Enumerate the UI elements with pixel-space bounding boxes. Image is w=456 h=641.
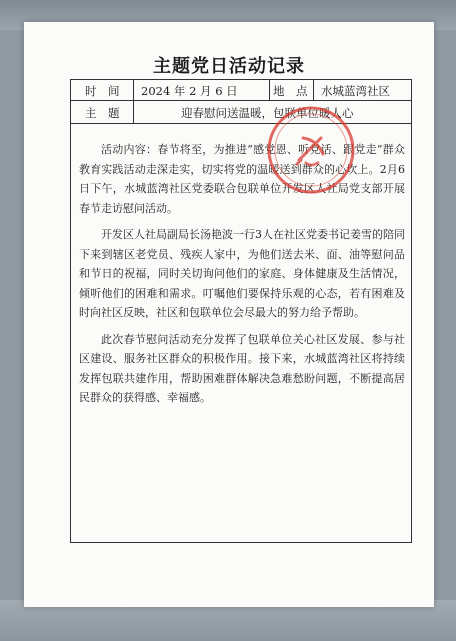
column-divider	[313, 80, 314, 100]
place-label: 地 点	[273, 84, 308, 98]
content-paragraph: 活动内容：春节将至，为推进“感党恩、听党话、跟党走”群众教育实践活动走深走实，切实将党的温暖送到群众的心坎上。2月6日下午，水城蓝湾社区党委联合包联单位开发区人社局党支部开展春节走访慰问活动。	[79, 143, 405, 215]
record-table	[70, 79, 412, 543]
content-paragraph: 开发区人社局副局长汤艳波一行3人在社区党委书记姜雪的陪同下来到辖区老党员、残疾人家中，为他们送去米、面、油等慰问品和节日的祝福，同时关切询问他们的家庭、身体健康及生活情况，倾听他们的困难和需求。叮嘱他们要保持乐观的心态，若有困难及时向社区反映，社区和包联单位会尽最大的努力给予帮助。	[79, 228, 405, 319]
activity-content	[79, 140, 405, 415]
time-value: 2024 年 2 月 6 日	[141, 84, 238, 98]
place-value: 水城蓝湾社区	[321, 84, 390, 98]
document-page	[24, 22, 434, 607]
document-title: 主题党日活动记录	[153, 56, 305, 77]
content-paragraph: 此次春节慰问活动充分发挥了包联单位关心社区发展、参与社区建设、服务社区群众的积极作用。接下来，水城蓝湾社区将持续发挥包联共建作用，帮助困难群体解决急难愁盼问题，不断提高居民群众的获得感、幸福感。	[79, 332, 405, 404]
row-divider	[71, 100, 411, 101]
time-label: 时 间	[85, 84, 120, 98]
theme-label: 主 题	[85, 106, 120, 120]
column-divider	[133, 80, 134, 123]
theme-value: 迎春慰问送温暖，包联单位暖人心	[181, 106, 354, 120]
column-divider	[269, 80, 270, 100]
row-divider	[71, 123, 411, 124]
